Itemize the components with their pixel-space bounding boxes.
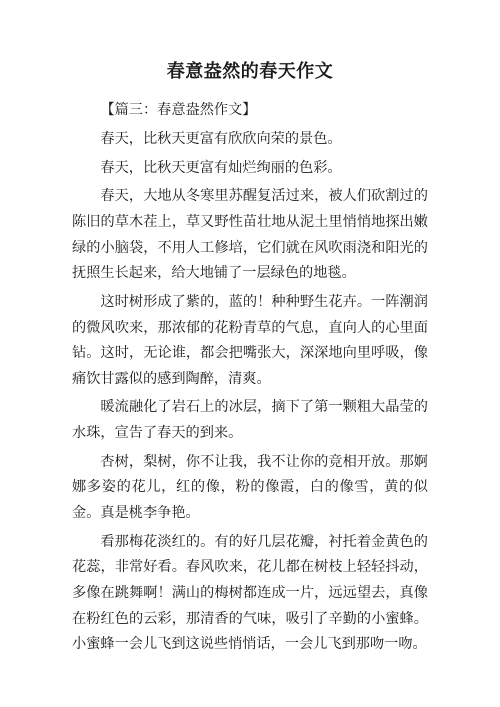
paragraph-4: 这时树形成了紫的，蓝的！种种野生花卉。一阵潮润的微风吹来，那浓郁的花粉青草的气息，直向人的心里面钻。这时，无论谁，都会把嘴张大，深深地向里呼吸，像痛饮甘露似的感到陶醉，清爽。 [72,293,428,387]
document-page [72,60,428,661]
document-title: 春意盎然的春天作文 [166,61,334,82]
paragraph-5: 暖流融化了岩石上的冰层，摘下了第一颗粗大晶莹的水珠，宣告了春天的到来。 [72,399,428,442]
paragraph-7: 看那梅花淡红的。有的好几层花瓣，衬托着金黄色的花蕊，非常好看。春风吹来，花儿都在树枝上轻轻抖动，多像在跳舞啊！满山的梅树都连成一片，远远望去，真像在粉红色的云彩，那清香的气味，吸引了辛勤的小蜜蜂。小蜜蜂一会儿飞到这说些悄悄话，一会儿飞到那吻一吻。 [72,533,428,653]
paragraph-2: 春天，比秋天更富有灿烂绚丽的色彩。 [100,159,342,176]
paragraph-3: 春天，大地从冬寒里苏醒复活过来，被人们砍割过的陈旧的草木茬上，草又野性苗壮地从泥土里悄悄地探出嫩绿的小脑袋，不用人工修培，它们就在风吹雨浇和阳光的抚照生长起来，给大地铺了一层绿色的地毯。 [72,188,428,282]
section-heading: 【篇三：春意盎然作文】 [100,102,257,118]
paragraph-6: 杏树，梨树，你不让我，我不让你的竞相开放。那婀娜多姿的花儿，红的像，粉的像霞，白的像雪，黄的似金。真是桃李争艳。 [72,453,428,522]
paragraph-1: 春天，比秋天更富有欣欣向荣的景色。 [100,130,342,147]
